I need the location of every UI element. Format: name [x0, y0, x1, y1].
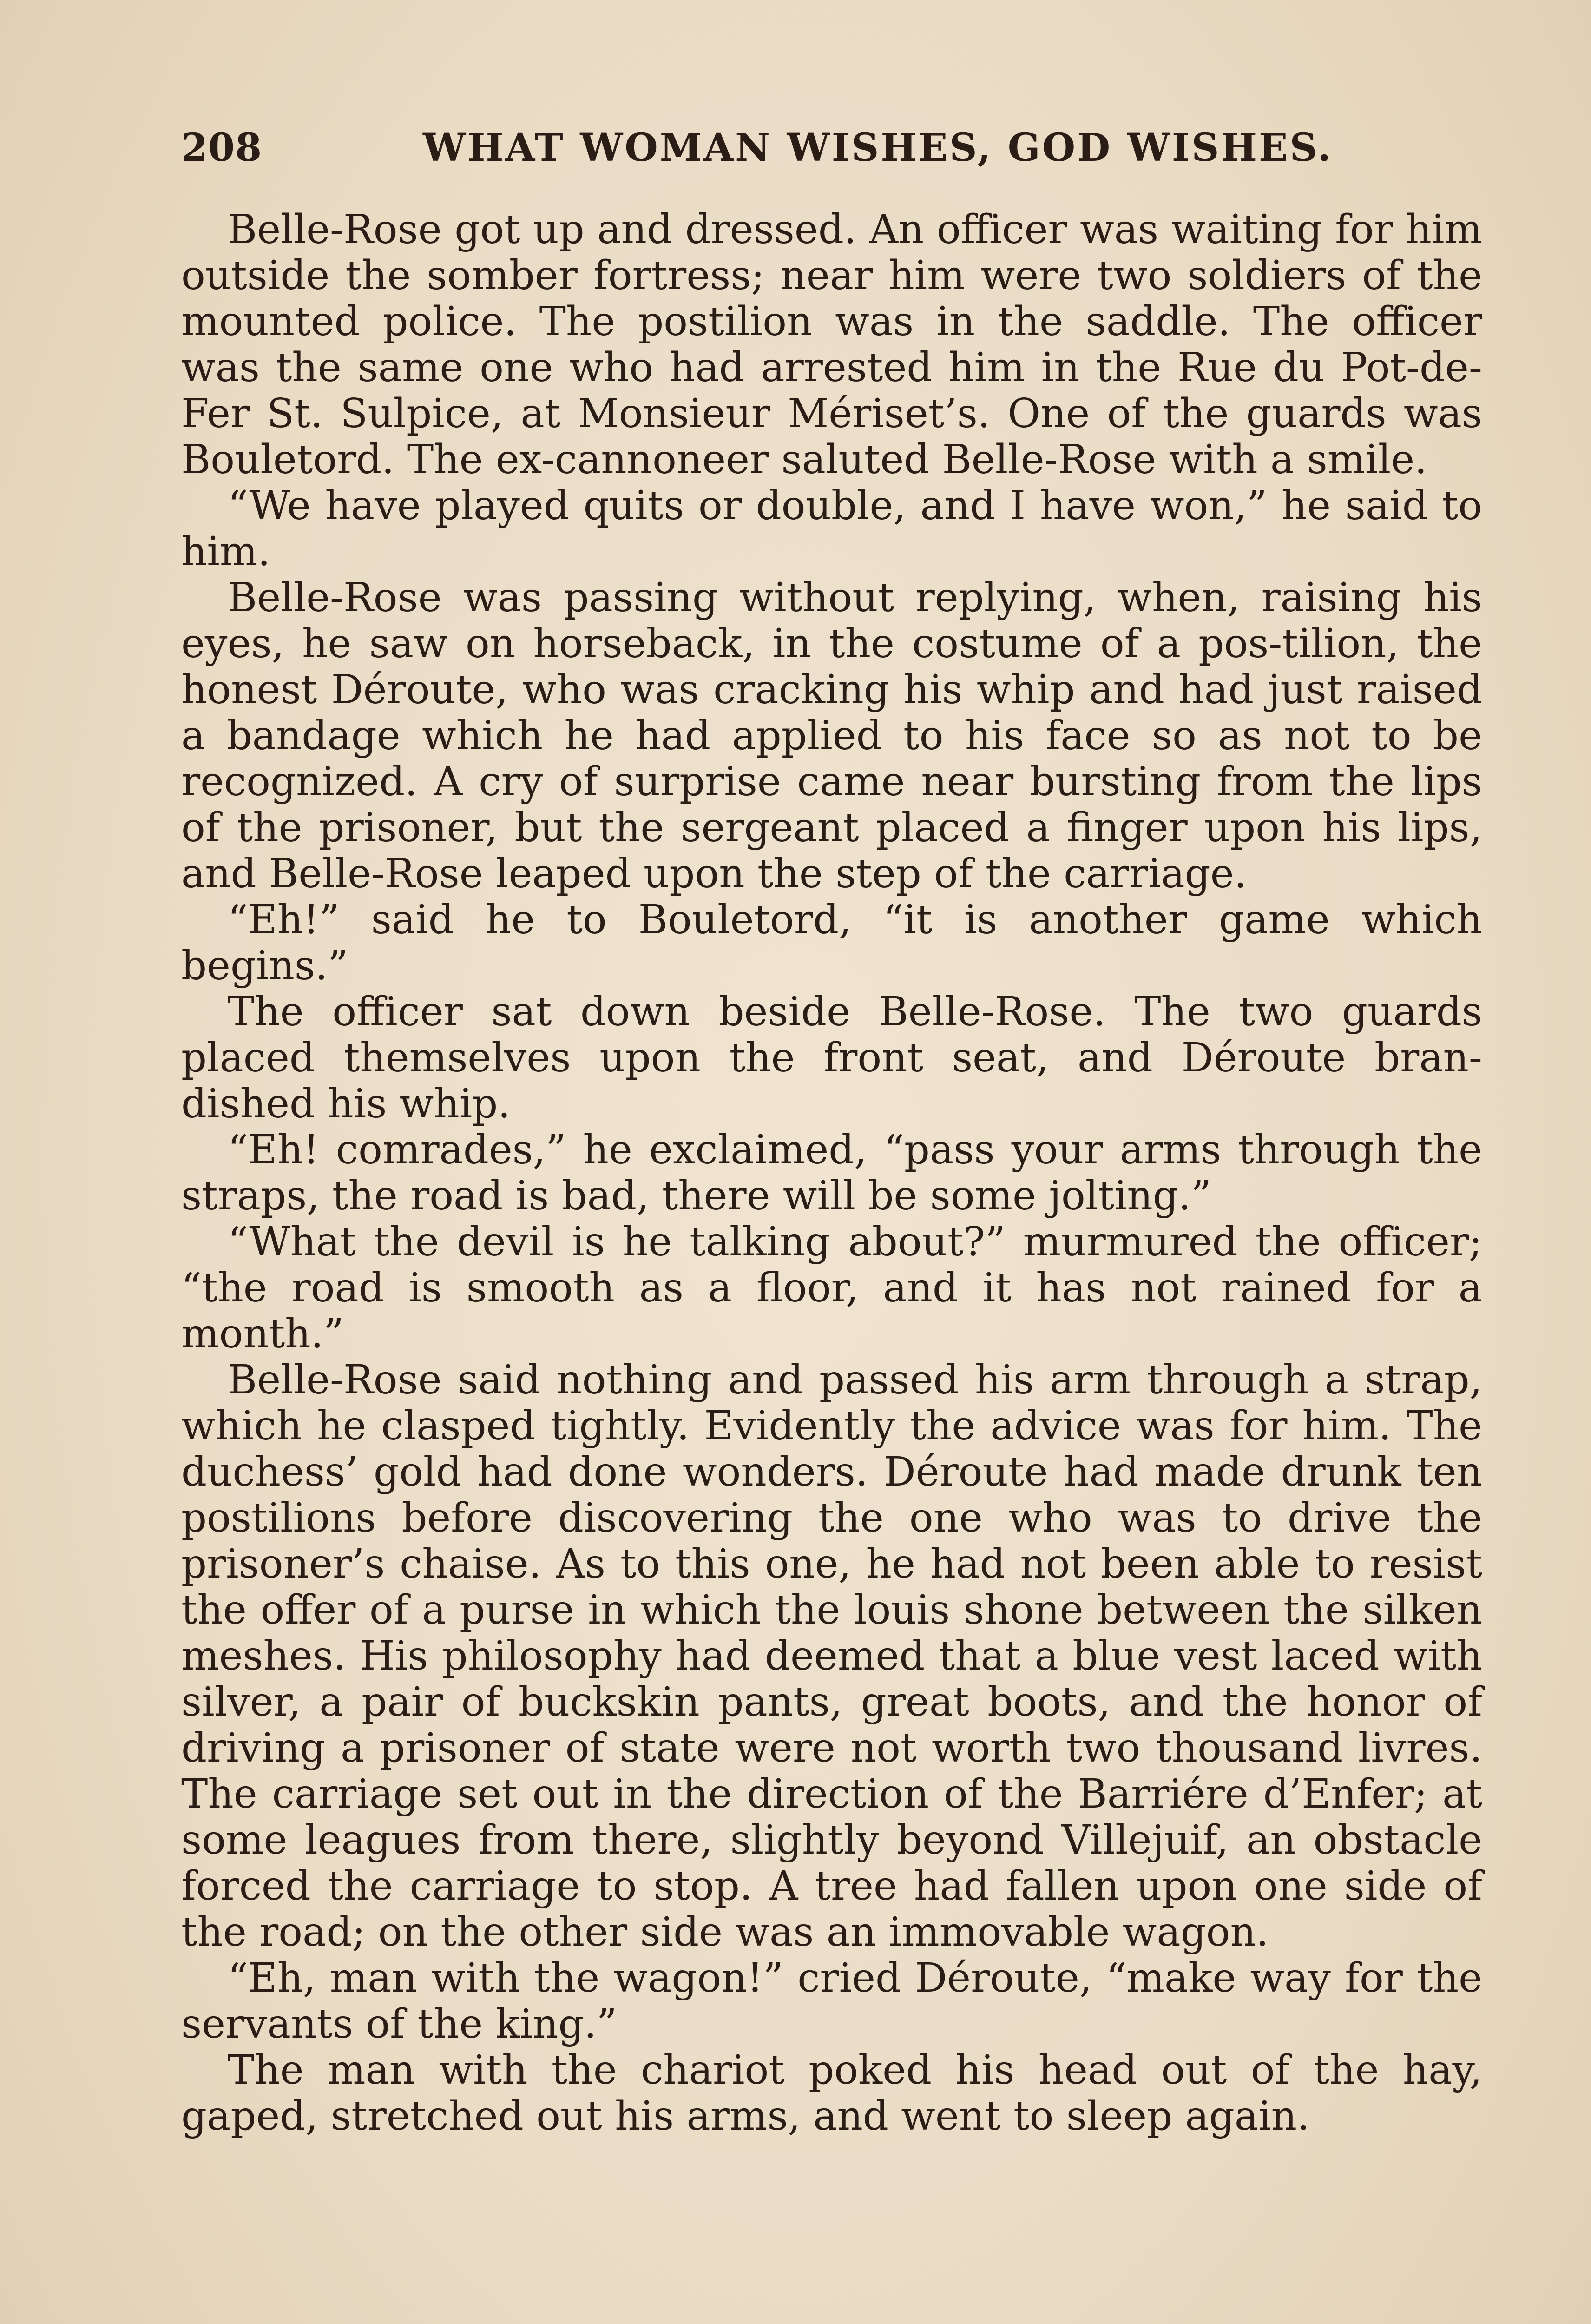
paragraph: The officer sat down beside Belle-Rose. The two guards placed themselves upon the front seat, and Déroute bran-dished his whip. [181, 989, 1482, 1127]
paragraph: “Eh!” said he to Bouletord, “it is another game which begins.” [181, 897, 1482, 989]
body-text [181, 207, 1482, 2139]
paragraph: “Eh! comrades,” he exclaimed, “pass your arms through the straps, the road is bad, there will be some jolting.” [181, 1127, 1482, 1219]
paragraph: Belle-Rose said nothing and passed his arm through a strap, which he clasped tightly. Evidently the advice was for him. The duchess’ gold had done wonders. Déroute had made drunk ten postilions before discovering the one who was to drive the prisoner’s chaise. As to this one, he had not been able to resist the offer of a purse in which the louis shone between the silken meshes. His philosophy had deemed that a blue vest laced with silver, a pair of buckskin pants, great boots, and the honor of driving a prisoner of state were not worth two thousand livres. The carriage set out in the direction of the Barriére d’Enfer; at some leagues from there, slightly beyond Villejuif, an obstacle forced the carriage to stop. A tree had fallen upon one side of the road; on the other side was an immovable wagon. [181, 1357, 1482, 1955]
paragraph: Belle-Rose was passing without replying, when, raising his eyes, he saw on horseback, in the costume of a pos-tilion, the honest Déroute, who was cracking his whip and had just raised a bandage which he had applied to his face so as not to be recognized. A cry of surprise came near bursting from the lips of the prisoner, but the sergeant placed a finger upon his lips, and Belle-Rose leaped upon the step of the carriage. [181, 574, 1482, 897]
page-number: 208 [181, 125, 263, 170]
paragraph: “What the devil is he talking about?” murmured the officer; “the road is smooth as a floor, and it has not rained for a month.” [181, 1219, 1482, 1357]
paragraph: Belle-Rose got up and dressed. An officer was waiting for him outside the somber fortress; near him were two soldiers of the mounted police. The postilion was in the saddle. The officer was the same one who had arrested him in the Rue du Pot-de-Fer St. Sulpice, at Monsieur Mériset’s. One of the guards was Bouletord. The ex-cannoneer saluted Belle-Rose with a smile. [181, 206, 1482, 483]
paragraph: “We have played quits or double, and I have won,” he said to him. [181, 482, 1482, 575]
running-title: WHAT WOMAN WISHES, GOD WISHES. [423, 125, 1333, 170]
paragraph: “Eh, man with the wagon!” cried Déroute, “make way for the servants of the king.” [181, 1955, 1482, 2047]
paragraph: The man with the chariot poked his head out of the hay, gaped, stretched out his arms, and went to sleep again. [181, 2047, 1482, 2139]
page-header [181, 125, 1482, 181]
